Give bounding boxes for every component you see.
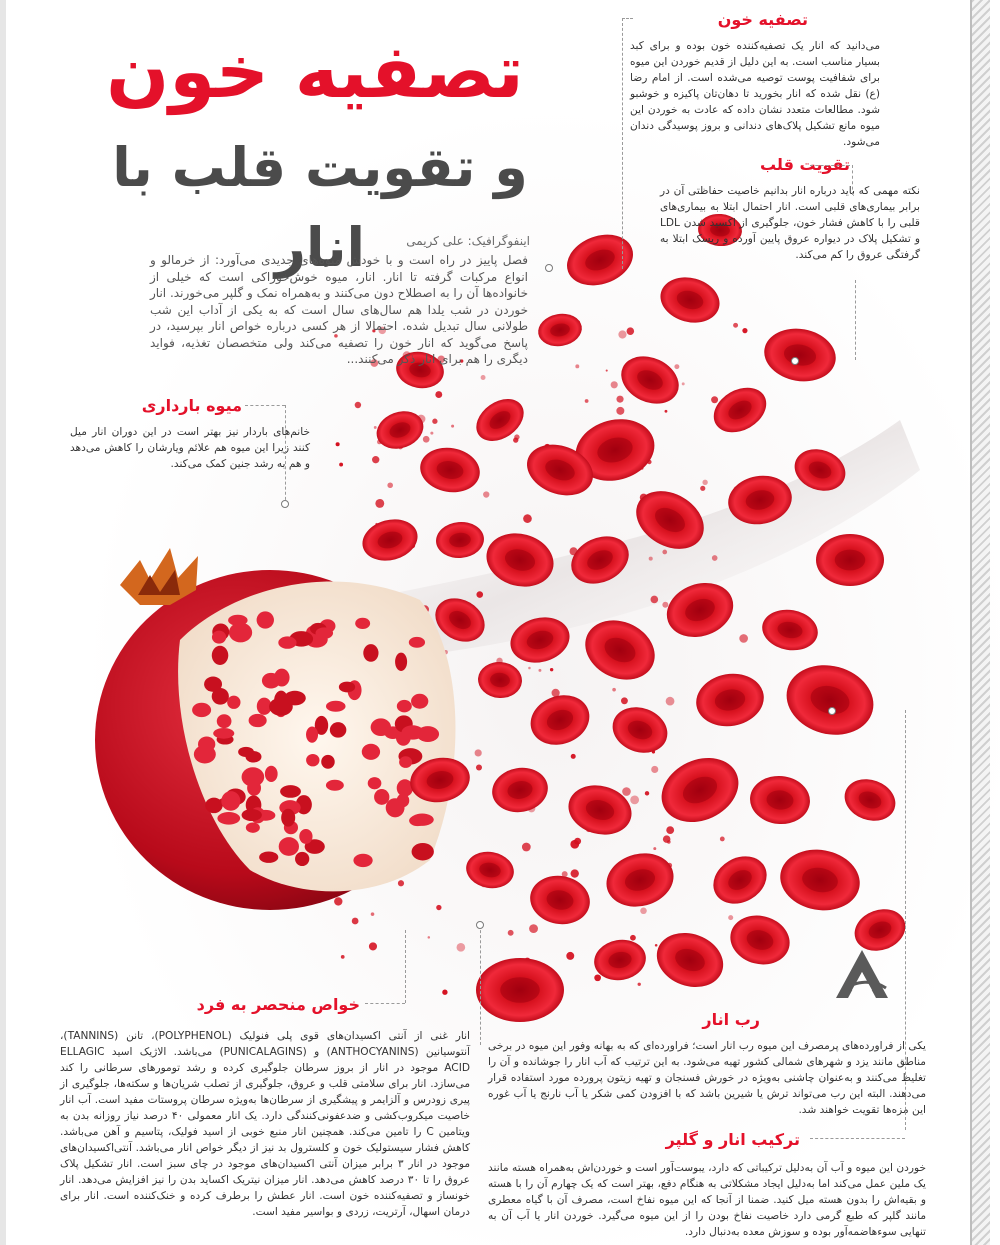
leader-line-unique xyxy=(365,1003,405,1004)
blood-cell xyxy=(489,763,552,816)
leader-line-paste xyxy=(480,925,481,1045)
blood-cell xyxy=(816,534,884,586)
leader-line-heart-top xyxy=(810,165,850,166)
leader-line-blood xyxy=(622,18,633,269)
marker-dot-heart xyxy=(791,357,799,365)
marker-dot-paste xyxy=(476,921,484,929)
marker-dot-pregnancy xyxy=(281,500,289,508)
blood-cell xyxy=(463,848,517,892)
section-title-heart: تقویت قلب xyxy=(759,155,850,174)
leader-line-golpar-side xyxy=(905,710,906,1130)
blood-cell xyxy=(477,660,524,700)
intro-paragraph: فصل پاییز در راه است و با خودش میوه‌های جدیدی می‌آورد: از خرمالو و انواع مرکبات گرفته تا انار. انار، میوه خوش‌خوراکی است که خیلی از خانواده‌ها آن را به اصطلاح دون می‌کنند و به‌همراه نمک و گلپر می‌خورند. انار خوردن در شب یلدا هم سال‌های سال است که به یکی از آداب این شب طولانی سال تبدیل شده. احتمالا از هر کسی درباره خواص انار بپرسید، در پاسخ می‌گوید که انار خون را تصفیه می‌کند ولی متخصصان تغذیه، فواید دیگری را هم برای انار ذکر می‌کنند... xyxy=(150,253,528,366)
leader-line-golpar-top xyxy=(810,1138,905,1139)
section-body-unique: انار غنی از آنتی اکسیدان‌های قوی پلی فنولیک (POLYPHENOL)، تانن (TANNINS)، آنتوسیانین (ANTHOCYANINS) و (PUNICALAGINS) می‌باشد. الاژیک اسید ELLAGIC ACID موجود در انار از بروز سرطان جلوگیری کرده و رشد تومورهای سرطانی را کند می‌سازد. انار برای سلامتی قلب و عروق، جلوگیری از تصلب شریان‌ها و سکته‌ها، جلوگیری از پیری زودرس و آلزایمر و پیشگیری از سرطان‌ها به‌ویژه سرطان پروستات مفید است. آب انار خاصیت میکروب‌کشی و ضدعفونی‌کنندگی دارد. یک انار معمولی ۴۰ درصد نیاز روزانه بدن به ویتامین C را تامین می‌کند. همچنین انار منبع خوبی از اسید فولیک، پتاسیم و آهن می‌باشد. کاهش فشار سیستولیک خون و کلسترول بد نیز از دیگر خواص انار می‌باشد. آنتی‌اکسیدان‌های موجود در انار ۳ برابر میزان آنتی اکسیدان‌های موجود در چای سبز است. انار تشکیل پلاک عروق را تا ۳۰ درصد کاهش می‌دهد. انار میزان نیتریک اکساید بدن را نیز افزایش می‌دهد. انار خونساز و تصفیه‌کننده خون است. انار عطش را برطرف کرده و خنک‌کننده است. انار برای درمان اسهال، آرتریت، زردی و بواسیر مفید است. xyxy=(60,1030,471,1218)
section-body-blood: می‌دانید که انار یک تصفیه‌کننده خون بوده و برای کبد بسیار مناسب است. به این دلیل از قدیم خوردن این میوه برای شفافیت پوست توصیه می‌شده است. از امام رضا (ع) نقل شده که انار بخورید تا دهان‌تان پاکیزه و خوشبو شود. مطالعات متعدد نشان داده که عادت به خوردن این میوه مانع تشکیل پلاک‌های دندانی و بروز پوسیدگی دندان می‌شود. xyxy=(630,40,880,148)
blood-cell xyxy=(417,443,484,497)
blood-cell xyxy=(358,513,422,566)
blood-cell xyxy=(775,844,864,917)
leader-line-unique-up xyxy=(405,930,406,1003)
leader-line-pregnancy-top xyxy=(245,405,285,406)
headline-line-2: و تقویت قلب با انار xyxy=(112,136,528,279)
section-title-paste: رب انار xyxy=(702,1010,760,1029)
blood-cell xyxy=(536,310,585,349)
leader-line-pregnancy-down xyxy=(285,405,286,505)
blood-cell xyxy=(435,520,486,560)
ali-karimi-logo xyxy=(832,946,892,1016)
section-body-golpar: خوردن این میوه و آب آن به‌دلیل ترکیباتی که دارد، یبوست‌آور است و خوردن‌اش به‌همراه هسته مانند یک ملین عمل می‌کند اما به‌دلیل ایجاد مشکلاتی به هنگام دفع، بهتر است که یک چهارم آن را با هسته و بقیه‌اش را بدون هسته میل کنید. ضمنا از آنجا که این میوه نفاخ است، مصرف آن با گیاه معطری مانند گلپر که طبع گرمی دارد خاصیت نفاخ بودن را از این میوه می‌گیرد. خوردن انار یا آب آن به تنهایی سوءهاضمه‌آور بوده و سوزش معده به‌دنبال دارد. xyxy=(488,1162,926,1238)
byline: اینفوگرافیک: علی کریمی xyxy=(406,234,530,248)
blood-cell xyxy=(468,390,531,449)
blood-cell xyxy=(779,656,882,744)
leader-line-heart-to-cell xyxy=(795,280,856,360)
blood-cell xyxy=(692,668,768,731)
section-title-pregnancy: میوه بارداری xyxy=(141,396,242,415)
leader-line-heart-side xyxy=(852,165,853,195)
blood-cell xyxy=(526,871,593,929)
blood-cell xyxy=(655,271,724,329)
marker-dot-blood xyxy=(545,264,553,272)
section-title-golpar: ترکیب انار و گلپر xyxy=(665,1130,800,1149)
pomegranate-fruit xyxy=(95,548,455,910)
section-body-paste: یکی از فراورده‌های پرمصرف این میوه رب انار است؛ فراورده‌ای که به بهانه وفور این میوه در برخی مناطق مانند یزد و شهرهای شمالی کشور تهیه می‌شود. به این ترتیب که آب انار را جوشانده و آن را تغلیظ می‌کنند و به‌عنوان چاشنی به‌ویژه در خورش فسنجان و تهیه زیتون پرورده مورد استفاده قرار می‌دهند. البته این رب می‌تواند ترش یا شیرین باشد که با افزودن کمی شکر یا آب نارنج یا آب غوره این مزه‌ها تقویت خواهند شد. xyxy=(488,1040,926,1116)
marker-dot-golpar xyxy=(828,707,836,715)
blood-cell xyxy=(600,846,679,914)
blood-cell xyxy=(524,687,597,753)
section-title-unique: خواص منحصر به فرد xyxy=(196,995,360,1014)
blood-cell xyxy=(651,746,749,834)
blood-cell xyxy=(839,772,902,827)
blood-cell xyxy=(759,605,821,654)
blood-cell xyxy=(705,847,775,913)
section-body-heart: نکته مهمی که باید درباره انار بدانیم خاصیت حفاظتی آن در برابر بیماری‌های قلبی است. انار احتمال ابتلا به بیماری‌های قلبی را با کاهش فشار خون، جلوگیری از اکسید شدن LDL و تشکیل پلاک در دیواره عروق پایین آورده و ریسک ابتلا به گرفتگی عروق را کم می‌کند. xyxy=(660,185,920,261)
blood-cell xyxy=(725,909,795,971)
headline-line-1: تصفیه خون xyxy=(106,29,524,115)
blood-cell xyxy=(649,924,731,996)
blood-cell xyxy=(606,700,674,760)
section-body-pregnancy: خانم‌های باردار نیز بهتر است در این دوران انار میل کنند زیرا این میوه هم علائم ویارشان را کاهش می‌دهد و هم به رشد جنین کمک می‌کند. xyxy=(70,426,310,470)
blood-cell xyxy=(706,379,774,442)
section-title-blood: تصفیه خون xyxy=(717,10,808,29)
blood-cell xyxy=(748,773,812,826)
blood-cell xyxy=(476,958,564,1022)
blood-cell xyxy=(371,405,428,455)
blood-cell xyxy=(614,347,687,412)
